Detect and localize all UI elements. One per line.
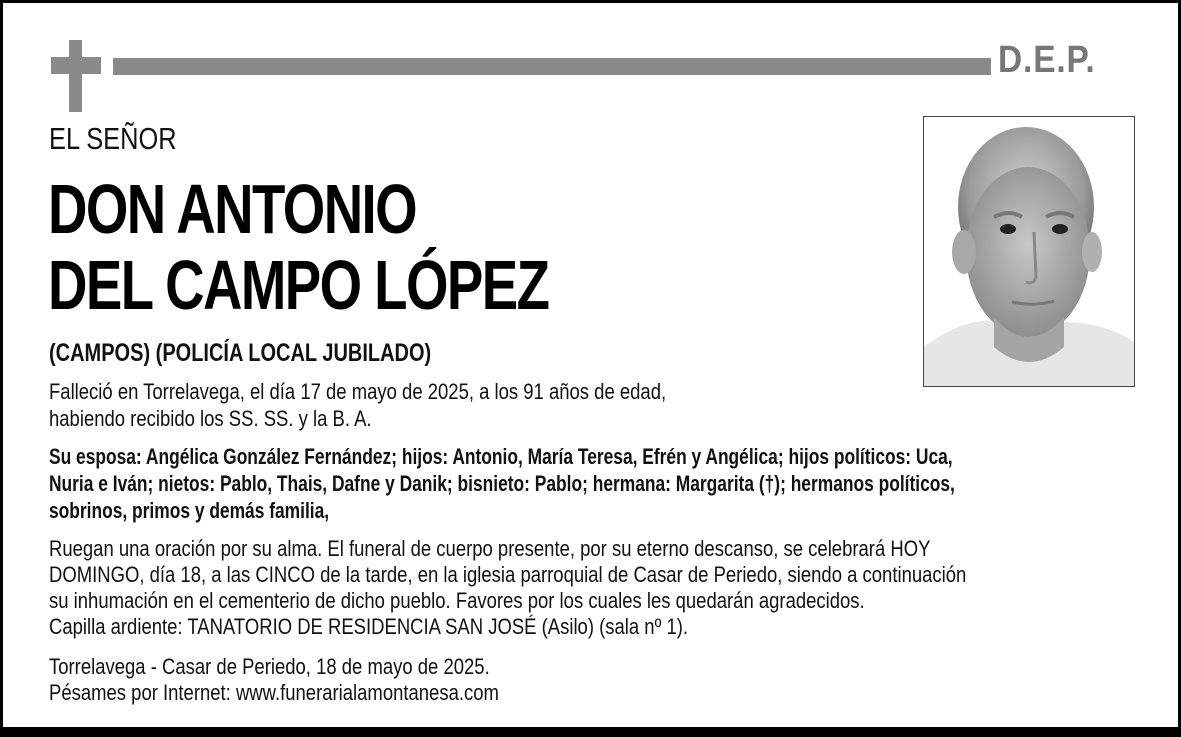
place-date: Torrelavega - Casar de Periedo, 18 de mayo de 2025. <box>49 654 490 679</box>
portrait-image <box>924 117 1134 386</box>
family-line-3: sobrinos, primos y demás familia, <box>49 498 330 523</box>
death-notice-line-1: Falleció en Torrelavega, el día 17 de mayo de 2025, a los 91 años de edad, <box>49 379 667 404</box>
funeral-line-3: su inhumación en el cementerio de dicho pueblo. Favores por los cuales les quedarán agradecidos. <box>49 588 865 613</box>
family-line-2: Nuria e Iván; nietos: Pablo, Thais, Dafne y Danik; bisnieto: Pablo; hermana: Margarita (†); hermanos políticos, <box>49 471 955 496</box>
dep-label: D.E.P. <box>998 39 1096 81</box>
family-line-1: Su esposa: Angélica González Fernández; hijos: Antonio, María Teresa, Efrén y Angélica; hijos políticos: Uca, <box>49 444 953 469</box>
latin-cross-icon-arm <box>51 57 101 74</box>
latin-cross-icon <box>69 40 82 112</box>
condolences-website: Pésames por Internet: www.funerarialamontanesa.com <box>49 680 499 705</box>
funeral-line-2: DOMINGO, día 18, a las CINCO de la tarde, en la iglesia parroquial de Casar de Periedo, siendo a continuación <box>49 562 967 587</box>
alias-occupation: (CAMPOS) (POLICÍA LOCAL JUBILADO) <box>49 339 432 367</box>
header-rule <box>113 58 991 75</box>
funeral-line-4: Capilla ardiente: TANATORIO DE RESIDENCIA SAN JOSÉ (Asilo) (sala nº 1). <box>49 614 689 639</box>
honorific-title: EL SEÑOR <box>49 121 177 156</box>
death-notice-line-2: habiendo recibido los SS. SS. y la B. A. <box>49 406 372 431</box>
name-line-1: DON ANTONIO <box>48 170 417 248</box>
name-line-2: DEL CAMPO LÓPEZ <box>48 246 549 324</box>
deceased-name <box>48 171 548 323</box>
funeral-line-1: Ruegan una oración por su alma. El funeral de cuerpo presente, por su eterno descanso, se celebrará HOY <box>49 536 931 561</box>
portrait-photo <box>923 116 1135 387</box>
